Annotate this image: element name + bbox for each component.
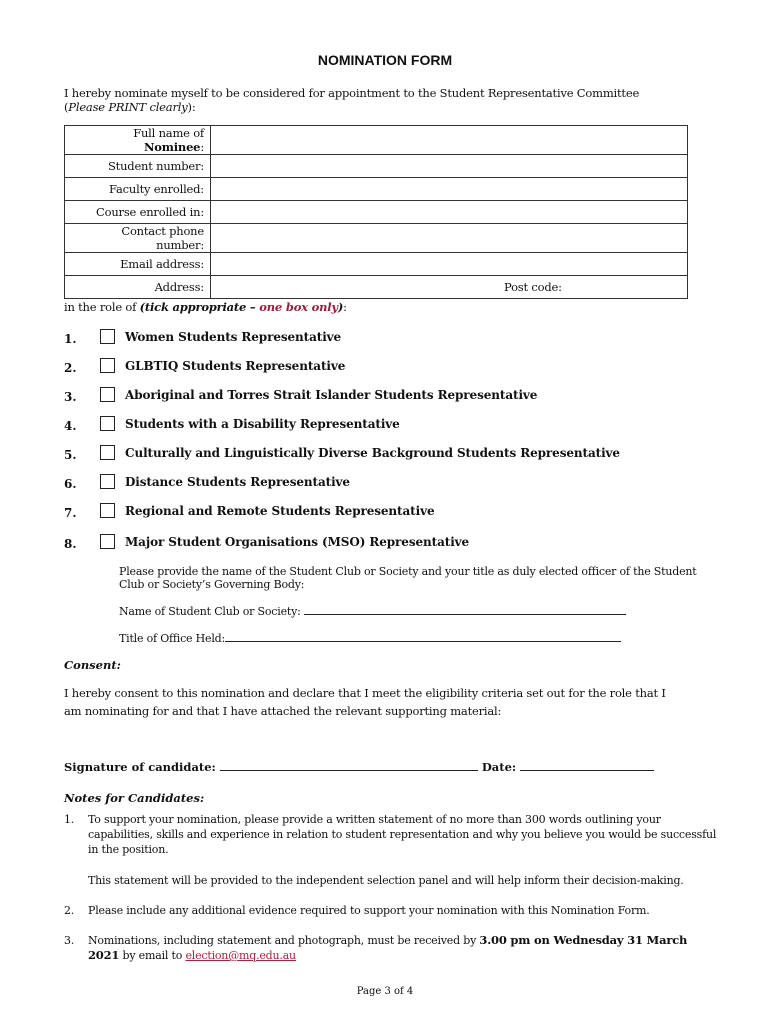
role-label: Culturally and Linguistically Diverse Background Students Representative (125, 446, 620, 460)
address-field[interactable] (211, 276, 688, 299)
club-name-line[interactable] (304, 603, 626, 615)
full-name-field[interactable] (211, 126, 688, 155)
role-label: Women Students Representative (125, 330, 342, 344)
office-title-row (119, 630, 621, 645)
table-row (65, 224, 688, 253)
note-item: 2. Please include any additional evidence required to support your nomination with this Nomination Form. (64, 903, 724, 918)
table-row (65, 155, 688, 178)
print-clearly-note: Please PRINT clearly (68, 100, 188, 114)
role-checkbox-glbtiq[interactable] (100, 358, 115, 373)
role-checkbox-disability[interactable] (100, 416, 115, 431)
course-label: Course enrolled in: (65, 201, 211, 224)
consent-heading: Consent: (64, 658, 121, 672)
full-name-label: Full name of Nominee: (65, 126, 211, 155)
student-number-field[interactable] (211, 155, 688, 178)
note-text: To support your nomination, please provide a written statement of no more than 300 words outlining your capabilities, skills and experience in relation to student representation and why you believe you would be successful in the position. (88, 813, 717, 856)
signature-label: Signature of candidate: (64, 760, 216, 774)
role-checkbox-mso[interactable] (100, 534, 115, 549)
faculty-field[interactable] (211, 178, 688, 201)
one-box-only-emphasis: one box only (259, 300, 338, 314)
email-label: Email address: (65, 253, 211, 276)
note-item: 3. Nominations, including statement and photograph, must be received by 3.00 pm on Wednesday 31 March 2021 by email to election@mq.edu.au (64, 933, 704, 963)
table-row (65, 201, 688, 224)
date-label: Date: (481, 760, 517, 774)
page-footer: Page 3 of 4 (356, 986, 414, 997)
note-text: Nominations, including statement and photograph, must be received by 3.00 pm on Wednesday 31 March 2021 by email to election@mq.edu.au (88, 933, 688, 962)
note-item: 1. To support your nomination, please provide a written statement of no more than 300 words outlining your capabilities, skills and experience in relation to student representation and why you believe you would be successful in the position. (64, 812, 724, 857)
signature-line[interactable] (220, 759, 478, 771)
postcode-label: Post code: (504, 280, 562, 294)
role-checkbox-distance[interactable] (100, 474, 115, 489)
course-field[interactable] (211, 201, 688, 224)
mso-instructions: Please provide the name of the Student Club or Society and your title as duly elected officer of the Student Club or Society’s Governing Body: (119, 565, 697, 591)
page-title: NOMINATION FORM (317, 52, 453, 68)
role-label: Aboriginal and Torres Strait Islander Students Representative (125, 388, 538, 402)
faculty-label: Faculty enrolled: (65, 178, 211, 201)
intro-paragraph (64, 86, 704, 114)
phone-field[interactable] (211, 224, 688, 253)
office-title-line[interactable] (225, 630, 621, 642)
email-field[interactable] (211, 253, 688, 276)
election-email-link[interactable]: election@mq.edu.au (185, 949, 296, 962)
role-label: Students with a Disability Representative (125, 417, 400, 431)
table-row (65, 276, 688, 299)
role-label: Distance Students Representative (125, 475, 350, 489)
role-label: Regional and Remote Students Representative (125, 504, 435, 518)
note-subtext: This statement will be provided to the independent selection panel and will help inform their decision-making. (88, 874, 684, 887)
note-text: Please include any additional evidence required to support your nomination with this Nomination Form. (88, 904, 650, 917)
notes-heading: Notes for Candidates: (64, 791, 205, 805)
role-label: Major Student Organisations (MSO) Representative (125, 535, 470, 549)
nominee-details-table (64, 125, 688, 299)
role-label: GLBTIQ Students Representative (125, 359, 346, 373)
role-checkbox-women[interactable] (100, 329, 115, 344)
deadline: 3.00 pm on Wednesday 31 March 2021 (88, 933, 688, 962)
intro-line-2: (Please PRINT clearly): (64, 100, 196, 114)
table-row (65, 126, 688, 155)
role-instructions: in the role of (tick appropriate – one box only): (64, 300, 347, 314)
club-name-row (119, 603, 626, 618)
table-row (65, 253, 688, 276)
role-checkbox-regional-remote[interactable] (100, 503, 115, 518)
intro-line-1: I hereby nominate myself to be considered for appointment to the Student Representative Committee (64, 86, 640, 100)
phone-label: Contact phone number: (65, 224, 211, 253)
table-row (65, 178, 688, 201)
office-title-label: Title of Office Held: (119, 632, 226, 645)
role-checkbox-cald[interactable] (100, 445, 115, 460)
club-name-label: Name of Student Club or Society: (119, 605, 301, 618)
signature-row (64, 759, 654, 774)
consent-text: I hereby consent to this nomination and declare that I meet the eligibility criteria set out for the role that I am nominating for and that I have attached the relevant supporting material: (64, 686, 666, 718)
date-line[interactable] (520, 759, 654, 771)
role-checkbox-aboriginal-torres-strait[interactable] (100, 387, 115, 402)
student-number-label: Student number: (65, 155, 211, 178)
address-label: Address: (65, 276, 211, 299)
